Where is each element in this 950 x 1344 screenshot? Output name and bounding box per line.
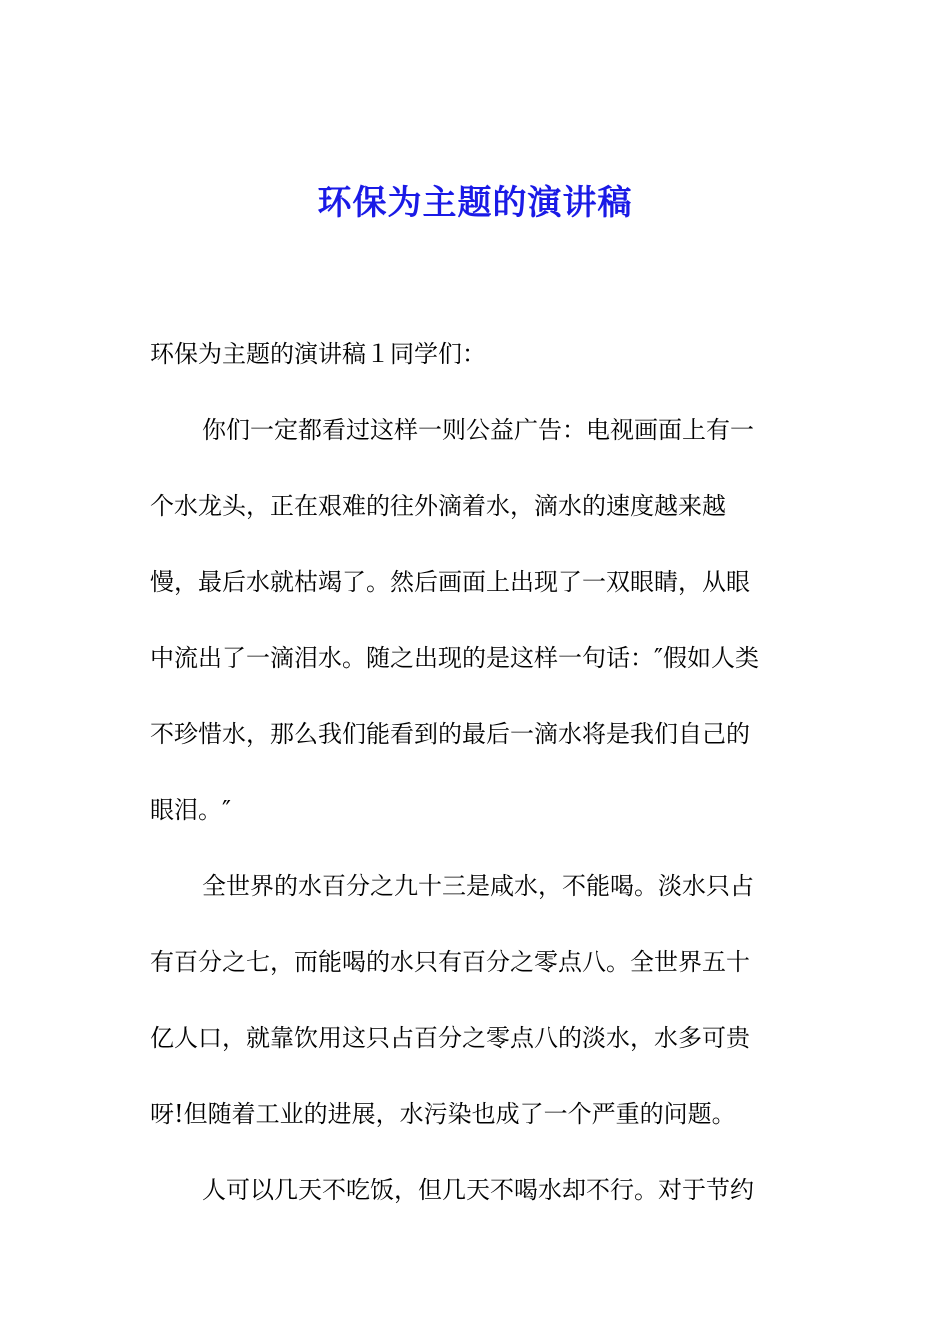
document-body: [150, 334, 810, 1246]
paragraph-line: 不珍惜水，那么我们能看到的最后一滴水将是我们自己的: [150, 720, 750, 748]
paragraph-line: 慢，最后水就枯竭了。然后画面上出现了一双眼睛，从眼: [150, 568, 750, 596]
paragraph-line: 环保为主题的演讲稿１同学们：: [150, 340, 486, 368]
paragraph-line: 呀!但随着工业的进展，水污染也成了一个严重的问题。: [150, 1100, 736, 1128]
paragraph-line: 亿人口，就靠饮用这只占百分之零点八的淡水，水多可贵: [150, 1024, 750, 1052]
document-title: 环保为主题的演讲稿: [317, 183, 633, 223]
paragraph-first-line: 人可以几天不吃饭，但几天不喝水却不行。对于节约: [202, 1176, 754, 1204]
paragraph-first-line: 全世界的水百分之九十三是咸水，不能喝。淡水只占: [202, 872, 754, 900]
paragraph-line: 眼泪。″: [150, 796, 231, 824]
paragraph-line: 中流出了一滴泪水。随之出现的是这样一句话：″假如人类: [150, 644, 759, 672]
paragraph-first-line: 你们一定都看过这样一则公益广告：电视画面上有一: [202, 416, 754, 444]
paragraph-line: 有百分之七，而能喝的水只有百分之零点八。全世界五十: [150, 948, 750, 976]
paragraph-line: 个水龙头，正在艰难的往外滴着水，滴水的速度越来越: [150, 492, 726, 520]
